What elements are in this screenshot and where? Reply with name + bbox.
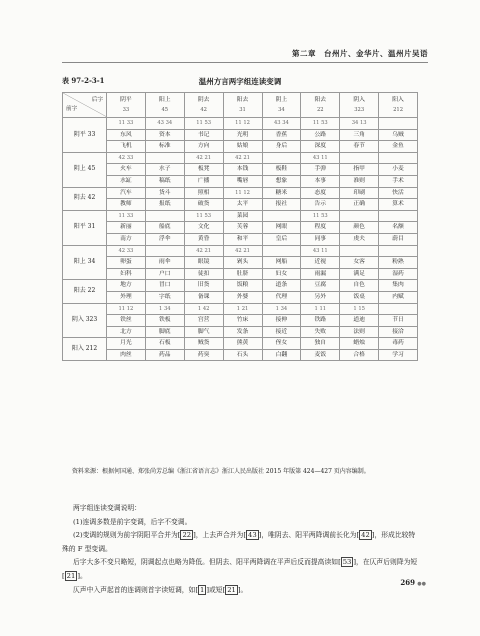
table-cell: 手术 [379,175,418,187]
row-header: 阴入 323 [63,303,107,338]
table-cell: 饭桌 [340,291,379,303]
table-cell: 指甲 [340,164,379,176]
table-cell: 广播 [184,175,223,187]
table-cell: 肉丝 [107,349,146,361]
table-cell: 准则 [340,175,379,187]
row-header: 阳平 31 [63,210,107,245]
table-cell: 程度 [301,222,340,234]
table-cell: 告示 [301,199,340,211]
table-row [63,129,418,141]
column-header [340,93,379,118]
table-cell: 饭粮 [223,280,262,292]
table-cell: 法则 [340,326,379,338]
table-cell: 深度 [301,141,340,153]
column-tone-code: 212 [393,107,404,113]
table-row [63,164,418,176]
table-cell: 毒药 [379,338,418,350]
column-tone-code: 33 [122,107,130,113]
table-cell: 户口 [145,268,184,280]
table-cell: 铁板 [145,315,184,327]
table-cell: 三角 [340,129,379,141]
table-cell: 11 53 [301,118,340,130]
table-cell: 蜡烛 [340,338,379,350]
table-cell: 接伸 [262,315,301,327]
table-header [63,93,418,118]
table-cell: 资本 [145,129,184,141]
row-header: 阳入 212 [63,338,107,361]
table-cell: 板鞋 [262,164,301,176]
table-cell: 名额 [379,222,418,234]
note-3: 后字大多不变只略短，阴调起点也略为降低。但阴去、阳平两降调在平声后反而提高读如[ 53 ]，在仄声后则降为短[ 21 ]。 [62,558,418,580]
column-header [184,93,223,118]
table-cell: 卵蛋 [107,257,146,269]
table-cell: 11 33 [107,118,146,130]
table-cell: 贼货 [184,338,223,350]
table-corner-cell [63,93,107,118]
table-cell: 书记 [184,129,223,141]
table-cell: 水缸 [107,175,146,187]
table-cell: 42 21 [223,152,262,164]
table-cell: 标准 [145,141,184,153]
table-body [63,118,418,361]
table-cell: 姑娘 [223,141,262,153]
table-row [63,245,418,257]
table-cell: 本事 [301,175,340,187]
table-title: 温州方言两字组连读变调 [198,77,282,86]
table-row [63,280,418,292]
table-cell: 石板 [145,338,184,350]
source-note: 资料来源：根据何国通、郑张尚芳总编《浙江省语言志》浙江人民出版社 2015 年版第 424—427 页内容编制。 [72,468,370,475]
table-id: 表 97-2-3-1 [62,76,105,85]
table-cell: 芙蓉 [223,222,262,234]
table-cell: 42 21 [223,245,262,257]
table-cell: 妇女 [262,268,301,280]
table-cell: 1 11 [301,303,340,315]
table-cell: 月光 [107,338,146,350]
table-cell: 粉熟 [379,257,418,269]
table-cell: 破货 [184,199,223,211]
table-cell [340,152,379,164]
table-cell: 春节 [340,141,379,153]
table-row [63,291,418,303]
table-cell: 42 21 [184,152,223,164]
table-cell: 手弹 [301,164,340,176]
table-row [63,152,418,164]
table-cell: 外婆 [223,291,262,303]
table-cell: 内赋 [379,291,418,303]
table-cell [262,210,301,222]
table-cell: 皇后 [262,233,301,245]
column-header [379,93,418,118]
table-cell: 南方 [107,233,146,245]
table-cell: 11 53 [301,210,340,222]
column-tone-name: 阴入 [353,97,365,103]
table-cell: 徒扣 [184,268,223,280]
column-tone-code: 31 [239,107,246,113]
table-cell: 黄昏 [184,233,223,245]
column-header [107,93,146,118]
table-cell: 麦饭 [301,349,340,361]
table-cell: 北方 [107,326,146,338]
table-cell: 地方 [107,280,146,292]
table-cell [262,245,301,257]
column-header [301,93,340,118]
column-tone-name: 阴上 [275,97,288,103]
table-cell: 虔夫 [340,233,379,245]
table-cell: 东风 [107,129,146,141]
table-cell: 方向 [184,141,223,153]
corner-bottom-label: 前字 [66,106,78,112]
table-cell: 太平 [223,199,262,211]
table-cell: 43 34 [145,118,184,130]
table-cell: 1 34 [262,303,301,315]
table-cell: 宫营 [184,315,223,327]
table-cell: 白翻 [262,349,301,361]
table-cell: 11 53 [184,210,223,222]
table-cell: 药臭 [184,349,223,361]
table-cell: 身后 [262,141,301,153]
table-cell: 公路 [301,129,340,141]
table-cell [145,210,184,222]
table-cell: 乌贼 [379,129,418,141]
table-cell: 报纸 [145,199,184,211]
table-cell: 照相 [184,187,223,199]
table-cell: 34 13 [340,118,379,130]
table-cell: 铁丝 [107,315,146,327]
table-cell: 冒口 [145,280,184,292]
notes-block [62,502,418,597]
table-cell [145,152,184,164]
column-header [223,93,262,118]
table-cell [379,118,418,130]
table-cell: 43 11 [301,245,340,257]
tone-sandhi-table [62,92,418,361]
table-cell: 香蕉 [262,129,301,141]
notes-heading: 两字组连读变调说明： [73,504,141,512]
table-row [63,349,418,361]
table-cell: 满足 [340,268,379,280]
table-cell: 光明 [223,129,262,141]
table-cell: 想象 [262,175,301,187]
table-cell: 失败 [301,326,340,338]
table-row [63,326,418,338]
table-row [63,315,418,327]
table-cell: 旧货 [184,280,223,292]
row-header: 阴平 33 [63,118,107,153]
table-cell: 糖米 [262,187,301,199]
table-cell: 脚气 [184,326,223,338]
table-cell: 11 53 [184,118,223,130]
table-cell: 脚底 [145,326,184,338]
table-cell: 货斗 [145,187,184,199]
corner-top-label: 后字 [91,97,103,103]
table-cell: 另外 [301,291,340,303]
table-cell: 船底 [145,222,184,234]
table-cell: 43 11 [301,152,340,164]
table-cell: 石头 [223,349,262,361]
column-tone-code: 34 [278,107,285,113]
table-cell: 铁路 [301,315,340,327]
table-cell: 剁头 [223,257,262,269]
table-cell: 雨伞 [145,257,184,269]
table-cell: 飞机 [107,141,146,153]
table-cell: 接近 [262,326,301,338]
table-cell: 浮伞 [145,233,184,245]
table-cell: 颜色 [340,222,379,234]
table-cell: 快活 [379,187,418,199]
table-cell: 肚脐 [223,268,262,280]
table-cell [340,210,379,222]
note-2: (2)变调的规则为前字阴阳平合并为[ 22 ]，上去声合并为[ 43 ]，唯阴去、阳平两降调前长化为[ 42 ]，形成比较特殊的 F 型变调。 [62,531,416,553]
table-cell: 报社 [262,199,301,211]
table-cell: 菜园 [223,210,262,222]
table-cell: 1 15 [340,303,379,315]
table-cell: 42 33 [107,152,146,164]
table-cell: 算术 [379,199,418,211]
row-header: 阴上 45 [63,152,107,187]
table-cell: 妇科 [107,268,146,280]
table-cell: 侄女 [262,338,301,350]
table-cell: 稿纸 [145,175,184,187]
table-cell: 备课 [184,291,223,303]
page-number: 269 ●● [400,578,426,587]
table-row [63,268,418,280]
chapter-header: 第二章 台州片、金华片、温州片吴语 [292,49,428,58]
table-cell: 接洽 [379,326,418,338]
table-cell: 1 42 [184,303,223,315]
table-cell: 湿药 [379,268,418,280]
table-row [63,199,418,211]
column-tone-name: 阴平 [120,97,132,103]
table-cell: 印刷 [340,187,379,199]
table-row [63,303,418,315]
table-cell: 独自 [301,338,340,350]
note-1: (1)连调多数是前字变调，后字不变调。 [73,517,192,526]
table-cell: 正确 [340,199,379,211]
table-cell: 嘴唇 [223,175,262,187]
table-cell: 近视 [301,257,340,269]
table-cell: 代理 [262,291,301,303]
table-cell: 合格 [340,349,379,361]
table-cell: 自色 [340,280,379,292]
table-cell: 节日 [379,315,418,327]
table-cell: 本钱 [223,164,262,176]
table-row [63,338,418,350]
table-cell [379,152,418,164]
table-cell: 发条 [223,326,262,338]
column-tone-code: 42 [200,107,207,113]
table-cell: 和平 [223,233,262,245]
table-cell: 11 33 [107,210,146,222]
column-tone-name: 阳去 [236,97,249,103]
column-tone-name: 阳去 [314,97,327,103]
table-cell [262,152,301,164]
table-row [63,187,418,199]
table-cell: 网眼 [262,222,301,234]
table-cell: 11 12 [223,187,262,199]
table-cell [379,303,418,315]
table-cell: 熊黄 [223,338,262,350]
column-header [262,93,301,118]
column-tone-name: 阳入 [392,97,404,103]
row-header: 阳上 34 [63,245,107,280]
table-cell: 火车 [107,164,146,176]
column-tone-name: 阳上 [159,97,171,103]
table-cell: 蔚目 [379,233,418,245]
table-row [63,118,418,130]
table-cell: 道迪 [340,315,379,327]
column-tone-code: 22 [317,107,324,113]
table-row [63,210,418,222]
table-cell [379,210,418,222]
table-row [63,233,418,245]
column-tone-code: 45 [161,107,169,113]
header-rule [62,62,428,63]
table-cell: 态度 [301,187,340,199]
table-cell: 1 21 [223,303,262,315]
table-cell: 字纸 [145,291,184,303]
table-cell: 水子 [145,164,184,176]
table-cell: 眼镜 [184,257,223,269]
table-cell: 外理 [107,291,146,303]
table-row [63,222,418,234]
column-tone-name: 阴去 [197,97,210,103]
table-cell: 小麦 [379,164,418,176]
table-row [63,175,418,187]
table-cell: 雨漏 [301,268,340,280]
table-cell: 网船 [262,257,301,269]
table-cell: 42 21 [184,245,223,257]
row-header: 阴去 42 [63,187,107,210]
row-header: 阳去 22 [63,280,107,303]
table-cell [145,245,184,257]
table-cell: 新丽 [107,222,146,234]
table-cell: 11 12 [223,118,262,130]
table-cell: 同事 [301,233,340,245]
column-header [145,93,184,118]
table-cell: 11 12 [107,303,146,315]
table-cell: 集肉 [379,280,418,292]
table-cell: 豆腐 [301,280,340,292]
table-cell: 金鱼 [379,141,418,153]
table-row [63,141,418,153]
table-cell: 汽车 [107,187,146,199]
table-cell: 女客 [340,257,379,269]
table-cell: 教师 [107,199,146,211]
table-cell: 文化 [184,222,223,234]
table-cell: 1 34 [145,303,184,315]
note-4: 仄声中入声起首的连调则首字读短调，如[ 1 ]或短[ 21 ]。 [73,585,248,594]
table-cell: 板凳 [184,164,223,176]
column-tone-code: 323 [354,107,365,113]
table-row [63,257,418,269]
table-cell [379,245,418,257]
table-cell: 药品 [145,349,184,361]
table-cell [340,245,379,257]
table-cell: 43 34 [262,118,301,130]
table-cell: 学习 [379,349,418,361]
table-cell: 42 33 [107,245,146,257]
table-cell: 竹床 [223,315,262,327]
table-cell: 道条 [262,280,301,292]
